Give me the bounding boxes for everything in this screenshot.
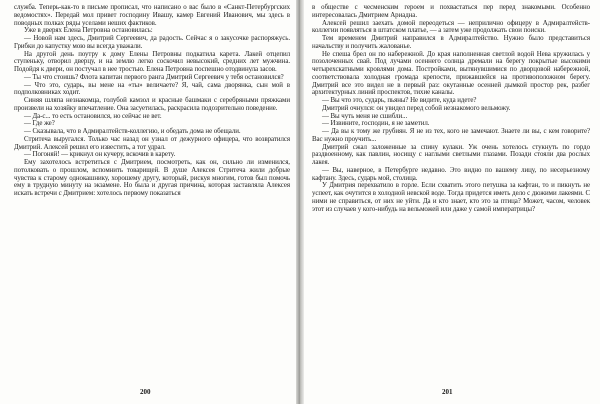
paragraph: — Что это, сударь, вы мене на «ты» величаете? Я, чай, сама дворянка, сын мой в подполковниках ходит. — [14, 81, 290, 97]
page-number-left: 200 — [140, 388, 151, 396]
paragraph: — Вы чуть меня не сшибли... — [322, 112, 408, 120]
paragraph: — Ты что стоишь? Флота капитан первого ранга Дмитрий Сергеевич у тебя остановился? — [24, 73, 284, 81]
paragraph: — Сказывала, что в Адмиралтейств-коллегию, и обедать дома не обещали. — [24, 128, 241, 135]
paragraph: в обществе с чесменским героем и похвастаться пер перед знакомыми. Особенно интересовалась Дмитрием Ариадна. — [312, 4, 590, 19]
paragraph: Тем временем Дмитрий направился в Адмиралтейство. Нужно было представиться начальству и получить жалованье. — [312, 35, 590, 50]
paragraph: — Да-с... то есть остановился, но сейчас не вет. — [24, 112, 162, 120]
left-page-text — [14, 4, 290, 198]
paragraph: — Вы, наверное, в Петербурге недавно. Это видно по вашему лицу, по несерьезному кафтану. Здесь, сударь мой, столица. — [312, 166, 590, 182]
paragraph: Не спеша брел он по набережной. До края наполненная светлой водой Нева кружилась у позолоченных свай. Под лучами осеннего солнца дремали на берегу покрытые высокими четырехскатными кровлями дома. Постройками, вытянувшимися по дворцовой набережной, соответствовала холодная громада крепости, прижавшейся на противоположном берегу. Дмитрий все это видел не в первый раз: окутанные осенней дымкой простор рек, разбег архитектурных линий проспектов, тихие каналы. — [312, 50, 590, 97]
page-number-right: 201 — [442, 388, 453, 396]
paragraph: Стритеча выругался. Только час назад он узнал от дежурного офицера, что возвратился Дмитрий. Алексей решил его известить, а тот удрал. — [14, 135, 290, 151]
paragraph: — Где же? — [24, 120, 55, 128]
paragraph: Дмитрий сжал заложенные за спину кулаки. Уж очень хотелось стукнуть по гордо раздвоенному, как павлин, носищу с наглыми светлыми глазами. Позади стояли два рослых лакея. — [312, 143, 590, 166]
paragraph: Дмитрий очнулся: он увидел перед собой незнакомого вельможу. — [322, 104, 511, 112]
right-page — [302, 0, 600, 404]
paragraph: Ему захотелось встретиться с Дмитрием, посмотреть, как он, сильно ли изменился, потолковать о прошлом, вспомнить товарищей. В душе Алексея Стритеча жили добрые чувства к старому однокашнику, хорошему другу, который, рискуя многим, готов был помочь ему в трудную минуту на экзамене. Но была и другая причина, которая заставляла Алексея искать встречи с Дмитрием: хотелось первому показаться — [14, 159, 290, 197]
paragraph: — Да вы к тому же грубиян. Я не из тех, кого не замечают. Знаете ли вы, с кем говорите? Вас нужно проучить... — [312, 128, 590, 143]
left-page — [0, 0, 298, 404]
paragraph: Уже в дверях Елена Петровна остановилась: — [24, 27, 153, 35]
paragraph: — Извините, господин, я не заметил. — [322, 120, 430, 128]
paragraph: — Погоняй! — крикнул он кучеру, вскочив в карету. — [24, 151, 176, 159]
paragraph: На другой день поутру к дому Елены Петровны подкатила карета. Лакей отцепил ступеньку, отворил дверцу, и на землю легко соскочил невысокий, средних лет мужчина. Подойдя к двери, он постучал в нее тростью. Елена Петровна поспешно отодвинула засов. — [14, 50, 290, 73]
paragraph: У Дмитрия перехватило в горле. Если схватить этого петушка за кафтан, то и пикнуть не успеет, как очутится в холодной невской воде. Тогда придется иметь дело с дюжими лакеями. С ними не справиться, от них не уйти. Да и кто знает, кто это за птица? Может, часом, человек этот из случаев у кого-нибудь на вельможей или даже у самой императрицы? — [312, 182, 590, 213]
paragraph: Синяя шляпа незнакомца, голубой камзол и красные башмаки с серебряными пряжками произвели на хозяйку впечатление. Она засуетилась, раскрасила подозрительно поведение. — [14, 97, 290, 112]
paragraph: служба. Теперь-как-то в письме прописал, что написано о вас было в «Санкт-Петербургских ведомостях». Передай мол привет господину Ивашу, камер Евгений Иванович, мы здесь в поводных полках ряды уселами неших фактиков. — [14, 4, 290, 27]
paragraph: — Новой нам здесь, Дмитрий Сергеевич, да радость. Сейчас я о закусочке распоряжусь. Грибки до капустку мою вы всегда уважали. — [14, 35, 290, 50]
paragraph: — Вы что это, сударь, пьяны? Не видите, куда идете? — [322, 97, 477, 104]
right-page-text — [312, 4, 590, 213]
paragraph: Алексей решил заехать домой переодеться — неприлично офицеру в Адмиралтейств-коллегии появляться в штатском платье, — а затем уже продолжать свои поиски. — [312, 19, 590, 35]
